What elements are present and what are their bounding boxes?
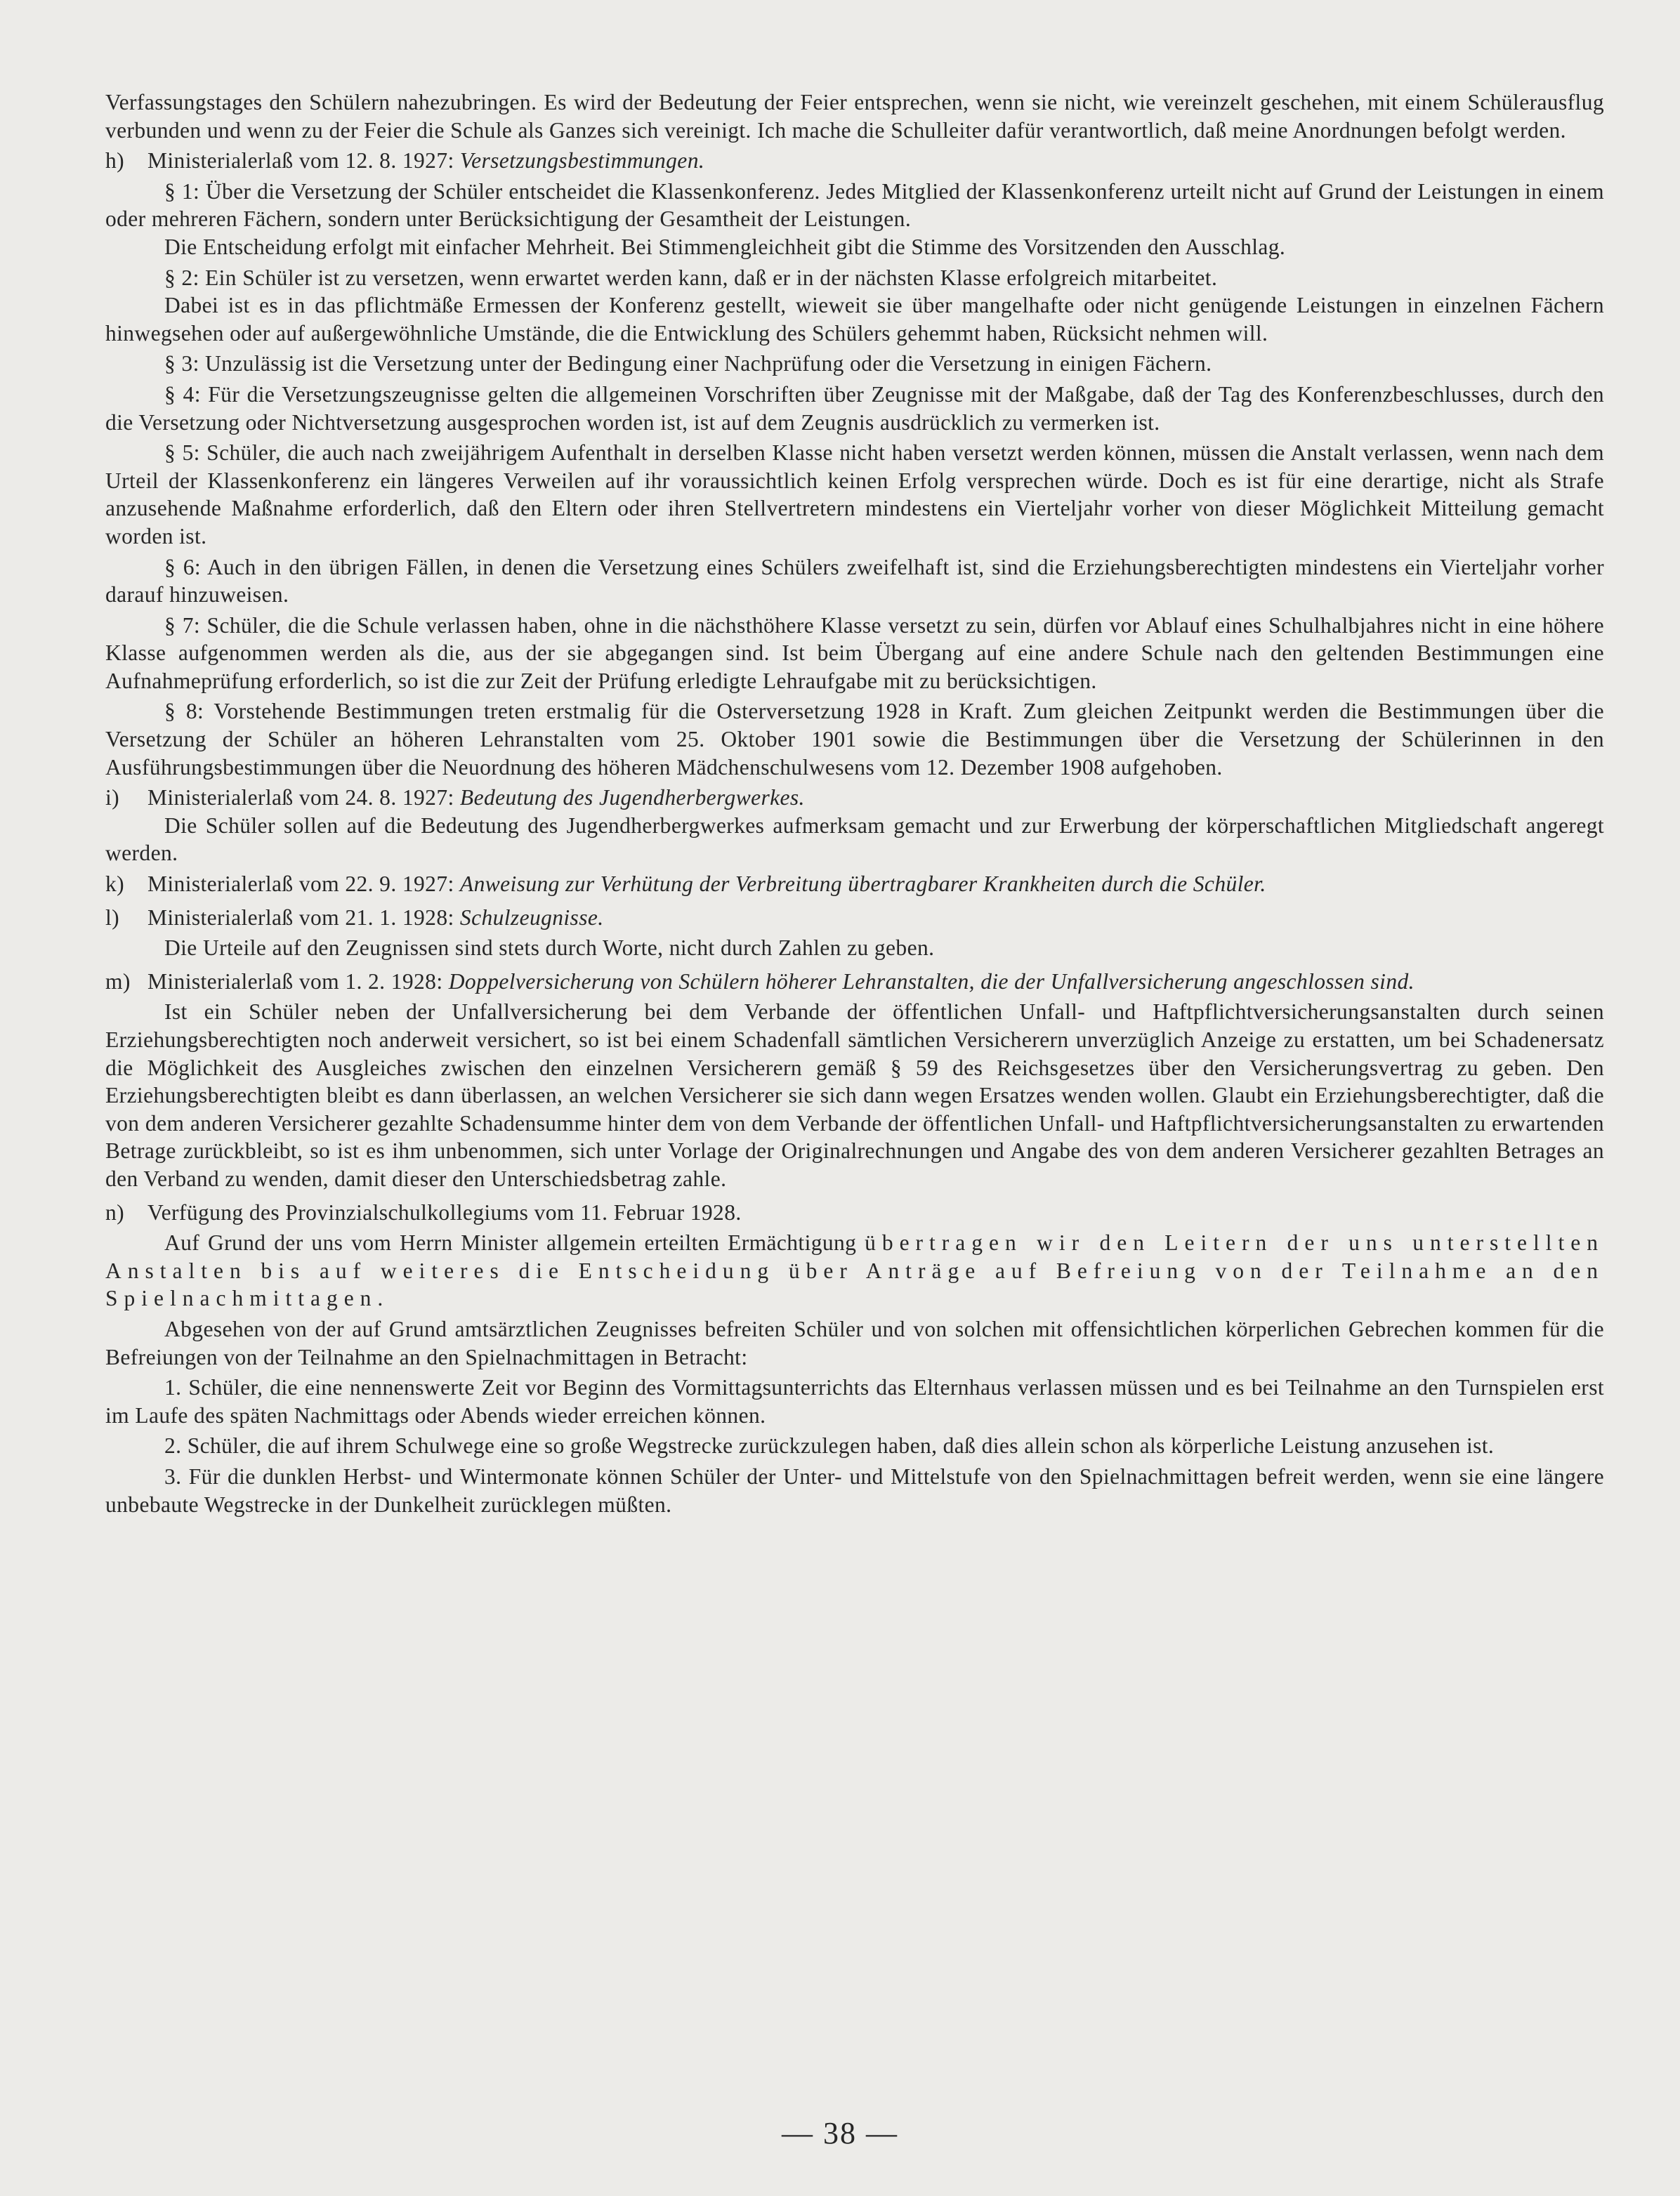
page-number: — 38 —: [782, 2116, 898, 2150]
item-h: [105, 147, 1604, 175]
item-title: Schulzeugnisse.: [459, 905, 604, 930]
item-text: Verfügung des Provinzialschulkollegiums vom 11. Februar 1928.: [147, 1199, 742, 1225]
item-l-body: Die Urteile auf den Zeugnissen sind stets durch Worte, nicht durch Zahlen zu geben.: [164, 935, 935, 961]
item-n-point-2: 2. Schüler, die auf ihrem Schulwege eine so große Wegstrecke zurückzulegen haben, daß dies allein schon als körperliche Leistung anzusehen ist.: [164, 1433, 1495, 1459]
item-title: Versetzungsbestimmungen.: [459, 148, 705, 173]
item-text: Ministerialerlaß vom 24. 8. 1927:: [147, 785, 460, 810]
item-n-body: [105, 1229, 1604, 1313]
item-text: Ministerialerlaß vom 21. 1. 1928:: [147, 905, 460, 930]
section-2-b: Dabei ist es in das pflichtmäße Ermessen der Konferenz gestellt, wieweit sie über mangelhafte oder nicht genügende Leistungen in einzelnen Fächern hinwegsehen oder auf außergewöhnliche Umstände, die die Entwicklung des Schülers gehemmt haben, Rücksicht nehmen will.: [105, 293, 1604, 346]
section-2: § 2: Ein Schüler ist zu versetzen, wenn erwartet werden kann, daß er in der nächsten Klasse erfolgreich mitarbeitet.: [164, 265, 1218, 290]
item-title: Doppelversicherung von Schülern höherer Lehranstalten, die der Unfallversicherung angeschlossen sind.: [448, 968, 1415, 994]
section-8: § 8: Vorstehende Bestimmungen treten erstmalig für die Osterversetzung 1928 in Kraft. Zum gleichen Zeitpunkt werden die Bestimmungen über die Versetzung der Schüler an höheren Lehranstalten vom 25. Oktober 1901 sowie die Bestimmungen über die Versetzung der Schülerinnen in den Ausführungsbestimmungen über die Neuordnung des höheren Mädchenschulwesens vom 12. Dezember 1908 aufgehoben.: [105, 699, 1604, 780]
item-n-body-text: Auf Grund der uns vom Herrn Minister allgemein erteilten Ermächtigung: [164, 1230, 865, 1256]
item-label: m): [105, 968, 131, 994]
item-m: [105, 968, 1604, 996]
section-7: § 7: Schüler, die die Schule verlassen haben, ohne in die nächsthöhere Klasse versetzt zu sein, dürfen vor Ablauf eines Schulhalbjahres nicht in eine höhere Klasse aufgenommen werden als die, aus der sie abgegangen sind. Ist beim Übergang auf eine andere Schule nach den geltenden Bestimmungen eine Aufnahmeprüfung erforderlich, so ist die zur Zeit der Prüfung erledigte Lehraufgabe mit zu berücksichtigen.: [105, 612, 1604, 693]
item-n-context: Abgesehen von der auf Grund amtsärztlichen Zeugnisses befreiten Schüler und von solchen mit offensichtlichen körperlichen Gebrechen kommen für die Befreiungen von der Teilnahme an den Spielnachmittagen in Betracht:: [105, 1316, 1604, 1369]
item-text: Ministerialerlaß vom 12. 8. 1927:: [147, 148, 460, 173]
item-i: [105, 784, 1604, 812]
item-label: l): [105, 905, 120, 930]
section-3: § 3: Unzulässig ist die Versetzung unter der Bedingung einer Nachprüfung oder die Versetzung in einigen Fächern.: [164, 351, 1212, 376]
item-m-body: Ist ein Schüler neben der Unfallversicherung bei dem Verbande der öffentlichen Unfall- und Haftpflichtversicherungsanstalten durch seinen Erziehungsberechtigten noch anderweit versichert, so ist bei einem Schadenfall sämtlichen Versicherern unverzüglich Anzeige zu erstatten, um bei Schadenersatz die Möglichkeit des Ausgleiches zwischen den einzelnen Versicherern gemäß § 59 des Reichsgesetzes über den Versicherungsvertrag zu geben. Den Erziehungsberechtigten bleibt es dann überlassen, an welchen Versicherer sie sich dann wegen Ersatzes wenden wollen. Glaubt ein Erziehungsberechtigter, daß die von dem anderen Versicherer gezahlte Schadensumme hinter dem von dem Verbande der öffentlichen Unfall- und Haftpflichtversicherungsanstalten zu erwartenden Betrage zurückbleibt, so ist es ihm unbenommen, sich unter Vorlage der Originalrechnungen und Angabe des von dem anderen Versicherer gezahlten Betrages an den Verband zu wenden, damit dieser den Unterschiedsbetrag zahle.: [105, 999, 1604, 1191]
item-title: Bedeutung des Jugendherbergwerkes.: [459, 785, 805, 810]
item-n: [105, 1199, 1604, 1227]
section-1-b: Die Entscheidung erfolgt mit einfacher Mehrheit. Bei Stimmengleichheit gibt die Stimme des Vorsitzenden den Ausschlag.: [164, 234, 1286, 259]
item-n-point-1: 1. Schüler, die eine nennenswerte Zeit vor Beginn des Vormittagsunterrichts das Elternhaus verlassen müssen und es bei Teilnahme an den Turnspielen erst im Laufe des späten Nachmittags oder Abends wieder erreichen können.: [105, 1375, 1604, 1428]
section-1: § 1: Über die Versetzung der Schüler entscheidet die Klassenkonferenz. Jedes Mitglied der Klassenkonferenz urteilt nicht auf Grund der Leistungen in einem oder mehreren Fächern, sondern unter Berücksichtigung der Gesamtheit der Leistungen.: [105, 178, 1604, 232]
item-text: Ministerialerlaß vom 22. 9. 1927:: [147, 872, 460, 897]
item-n-body-spaced: übertragen wir den Leitern der uns unterstellten Anstalten bis auf weiteres die Entscheidung über Anträge auf Befreiung von der Teilnahme an den Spielnachmittagen.: [105, 1230, 1604, 1311]
item-title: Anweisung zur Verhütung der Verbreitung übertragbarer Krankheiten durch die Schüler.: [459, 872, 1266, 897]
item-n-point-3: 3. Für die dunklen Herbst- und Wintermonate können Schüler der Unter- und Mittelstufe von den Spielnachmittagen befreit werden, wenn sie eine längere unbebaute Wegstrecke in der Dunkelheit zurücklegen müßten.: [105, 1464, 1604, 1517]
section-4: § 4: Für die Versetzungszeugnisse gelten die allgemeinen Vorschriften über Zeugnisse mit der Maßgabe, daß der Tag des Konferenzbeschlusses, durch den die Versetzung oder Nichtversetzung ausgesprochen worden ist, ist auf dem Zeugnis ausdrücklich zu vermerken ist.: [105, 381, 1604, 435]
item-label: h): [105, 148, 125, 173]
section-5: § 5: Schüler, die auch nach zweijährigem Aufenthalt in derselben Klasse nicht haben versetzt werden können, müssen die Anstalt verlassen, wenn nach dem Urteil der Klassenkonferenz ein längeres Verweilen auf ihr voraussichtlich keinen Erfolg versprechen würde. Doch es ist für eine derartige, nicht als Strafe anzusehende Maßnahme erforderlich, daß den Eltern oder ihren Stellvertretern mindestens ein Vierteljahr vorher von dieser Möglichkeit Mitteilung gemacht worden ist.: [105, 440, 1604, 548]
item-k: [105, 870, 1604, 898]
paragraph-intro: Verfassungstages den Schülern nahezubringen. Es wird der Bedeutung der Feier entsprechen, wenn sie nicht, wie vereinzelt geschehen, mit einem Schülerausflug verbunden und wenn zu der Feier die Schule als Ganzes sich vereinigt. Ich mache die Schulleiter dafür verantwortlich, daß meine Anordnungen befolgt werden.: [105, 90, 1604, 143]
item-label: i): [105, 785, 120, 810]
item-i-body: Die Schüler sollen auf die Bedeutung des Jugendherbergwerkes aufmerksam gemacht und zur Erwerbung der körperschaftlichen Mitgliedschaft angeregt werden.: [105, 813, 1604, 866]
item-label: n): [105, 1199, 125, 1225]
item-text: Ministerialerlaß vom 1. 2. 1928:: [147, 968, 449, 994]
item-l: [105, 904, 1604, 932]
item-label: k): [105, 872, 125, 897]
section-6: § 6: Auch in den übrigen Fällen, in denen die Versetzung eines Schülers zweifelhaft ist, sind die Erziehungsberechtigten mindestens ein Vierteljahr vorher darauf hinzuweisen.: [105, 554, 1604, 607]
